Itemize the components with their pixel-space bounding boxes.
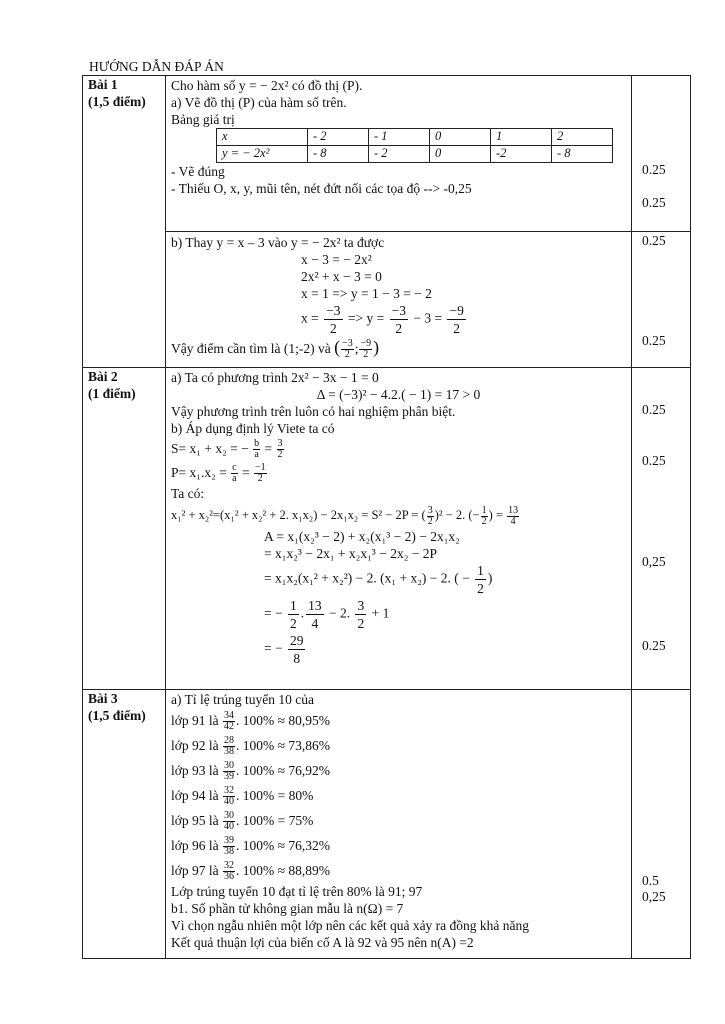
text: . 100% ≈ 88,89% [236,863,331,878]
score: 0.5 [642,873,659,888]
text: P= x₁.x₂ = [171,465,227,480]
score: 0.25 [642,233,666,248]
bai2-score-cell [632,368,691,690]
bai3-tail-line: Lớp trúng tuyển 10 đạt tỉ lệ trên 80% là 91; 97 [171,884,423,899]
fraction [507,506,519,527]
text: lớp 92 là [171,738,219,753]
numerator: 32 [224,785,235,797]
bai3-score-cell [632,690,691,959]
numerator: 3 [277,438,283,450]
denominator: a [254,449,259,461]
denominator: a [232,473,237,485]
text: lớp 97 là [171,863,219,878]
bai2-taco: Ta có: [171,486,205,501]
text: x = [301,310,319,326]
denominator: 40 [224,821,235,833]
bai3-intro: a) Tỉ lệ trúng tuyển 10 của [171,692,314,707]
text: ) = [488,508,503,522]
text: . 100% ≈ 73,86% [236,738,331,753]
numerator: −1 [254,462,266,474]
bai2-A-line: = x₁x₂³ − 2x₁ + x₂x₁³ − 2x₂ − 2P [264,546,438,561]
bai3-row [83,690,691,959]
answer-table [82,75,691,959]
denominator: 8 [293,651,301,666]
bai1-label-cell [83,76,166,368]
denominator: 39 [224,771,235,783]
text: . [300,605,305,621]
bai1-a-line: Cho hàm số y = − 2x² có đồ thị (P). [171,78,363,93]
text: )² − 2. (− [434,508,480,522]
class-rate-row [171,858,626,883]
bai1-label: Bài 1 [88,77,118,92]
text: . 100% = 75% [236,813,314,828]
bai1-a-note: - Vẽ đúng [171,164,225,179]
bai2-points: (1 điểm) [88,386,136,401]
bai3-tail-line: Kết quả thuận lợi của biến cố A là 92 và 95 nên n(A) =2 [171,935,474,950]
bai2-label-cell [83,368,166,690]
denominator: 4 [510,515,516,527]
score: 0.25 [642,638,666,653]
bai2-row [83,368,691,690]
value-table-row-y [217,146,613,163]
numerator: −9 [360,338,372,350]
value-table [216,128,613,163]
denominator: 2 [289,616,297,631]
denominator: 2 [453,321,461,336]
class-rate-row [171,783,626,808]
text: = x₁x₂(x₁² + x₂²) − 2. (x₁ + x₂) − 2. ( − [264,570,470,586]
value-cell: y = − 2x² [217,146,308,163]
numerator: 3 [427,504,433,516]
fraction [390,302,408,337]
value-cell: 2 [552,129,613,146]
text: . 100% ≈ 76,32% [236,838,331,853]
numerator: 1 [289,598,297,613]
denominator: 4 [311,616,319,631]
bai2-A-line-3 [171,562,626,597]
class-rate-row [171,708,626,733]
denominator: 40 [224,796,235,808]
numerator: 1 [481,504,487,516]
bai1-row-a [83,76,691,232]
numerator: −3 [326,303,341,318]
numerator: b [254,438,260,450]
numerator: 28 [224,735,235,747]
class-rate-row [171,808,626,833]
value-cell: - 1 [369,129,430,146]
denominator: 2 [257,473,263,485]
bai2-sum [171,437,626,461]
fraction [355,597,366,632]
class-rate-row [171,758,626,783]
denominator: 2 [395,321,403,336]
denominator: 2 [277,449,283,461]
fraction [253,439,260,460]
fraction [223,836,235,857]
value-table-row-x [217,129,613,146]
text: = [264,441,273,456]
score: 0.25 [642,402,666,417]
fraction [475,562,486,597]
fraction [447,302,465,337]
text: = − [264,640,283,656]
bai1-b-step: 2x² + x − 3 = 0 [301,269,382,284]
value-cell: 1 [491,129,552,146]
bai2-label: Bài 2 [88,369,118,384]
bai1-b-content [166,232,632,368]
denominator: 38 [224,846,235,858]
text: . 100% ≈ 76,92% [236,763,331,778]
value-cell: - 2 [369,146,430,163]
bai2-product [171,461,626,485]
bai1-b-intro: b) Thay y = x – 3 vào y = − 2x² ta được [171,235,385,250]
bai2-line: b) Áp dụng định lý Viete ta có [171,421,335,436]
fraction [324,302,342,337]
bai3-label: Bài 3 [88,691,118,706]
value-cell: - 2 [308,129,369,146]
value-cell: -2 [491,146,552,163]
fraction [481,506,488,527]
denominator: 2 [329,321,337,336]
fraction [288,597,299,632]
text: S= x₁ + x₂ = − [171,441,249,456]
text: . 100% = 80% [236,788,314,803]
bai1-row-b [83,232,691,368]
numerator: 30 [224,810,235,822]
numerator: 34 [224,710,235,722]
fraction [223,811,235,832]
denominator: 2 [481,515,487,527]
bai2-A-line: A = x₁(x₂³ − 2) + x₂(x₁³ − 2) − 2x₁x₂ [264,529,460,544]
numerator: 3 [357,598,365,613]
text: ) [487,570,493,586]
numerator: −3 [391,303,406,318]
text: − 2. [328,605,351,621]
text: lớp 95 là [171,813,219,828]
bai1-b-step-4 [171,302,626,337]
fraction [223,761,235,782]
score: 0.25 [642,195,666,210]
fraction [223,736,235,757]
fraction [288,632,306,667]
fraction [277,439,284,460]
bai1-b-step: x − 3 = − 2x² [301,252,372,267]
bai2-line: Vậy phương trình trên luôn có hai nghiệm phân biệt. [171,404,456,419]
bai3-label-cell [83,690,166,959]
value-cell: x [217,129,308,146]
numerator: 13 [308,598,322,613]
denominator: 2 [363,349,369,361]
bai2-line: Δ = (−3)² − 4.2.( − 1) = 17 > 0 [316,387,481,402]
bai2-content [166,368,632,690]
text: => y = [347,310,385,326]
page-title: HƯỚNG DẪN ĐÁP ÁN [89,59,224,74]
score: 0.25 [642,162,666,177]
numerator: 32 [224,860,235,872]
denominator: 2 [477,581,484,596]
numerator: −9 [449,303,464,318]
bai1-points: (1,5 điểm) [88,94,146,109]
fraction [223,711,235,732]
numerator: c [232,462,237,474]
text: Vậy điểm cần tìm là (1;-2) và [171,341,331,356]
bai2-identity [171,502,626,528]
fraction [231,463,237,484]
score: 0,25 [642,889,666,904]
fraction [427,506,434,527]
bai2-A-line-5 [171,632,626,667]
denominator: 38 [224,746,235,758]
bai3-points: (1,5 điểm) [88,708,146,723]
numerator: 39 [224,835,235,847]
text: . 100% ≈ 80,95% [236,713,331,728]
bai1-b-score-cell [632,232,691,368]
class-rate-row [171,733,626,758]
fraction [341,339,354,360]
bai1-a-line: a) Vẽ đồ thị (P) của hàm số trên. [171,95,347,110]
text: lớp 94 là [171,788,219,803]
class-rate-list [171,708,626,883]
text: lớp 91 là [171,713,219,728]
text: + 1 [371,605,390,621]
denominator: 2 [344,349,350,361]
score: 0.25 [642,333,666,348]
score: 0.25 [642,453,666,468]
bai3-tail-line: Vì chọn ngẫu nhiên một lớp nên các kết quả xảy ra đồng khả năng [171,918,530,933]
bai1-a-line: Bảng giá trị [171,112,235,127]
numerator: −3 [342,338,353,350]
text: − 3 = [413,310,443,326]
numerator: 29 [289,633,304,648]
numerator: 1 [477,563,484,578]
value-cell: 0 [430,146,491,163]
value-cell: 0 [430,129,491,146]
denominator: 42 [224,721,235,733]
numerator: 30 [224,760,235,772]
bai1-b-step: x = 1 => y = 1 − 3 = − 2 [301,286,432,301]
fraction [359,339,372,360]
bai1-a-score-cell [632,76,691,232]
fraction [223,786,235,807]
bai3-tail-line: b1. Số phần tử không gian mẫu là n(Ω) = 7 [171,901,404,916]
bai3-content [166,690,632,959]
denominator: 36 [224,871,235,883]
numerator: 13 [508,504,519,516]
text: = [241,465,250,480]
fraction [254,463,267,484]
value-cell: - 8 [308,146,369,163]
text: = − [264,605,283,621]
bai1-a-note: - Thiếu O, x, y, mũi tên, nét đứt nối các tọa độ --> -0,25 [171,181,472,196]
fraction [306,597,324,632]
text: x₁² + x₂²=(x₁² + x₂² + 2. x₁x₂) − 2x₁x₂ = S² − 2P = ( [171,508,426,522]
bai1-a-content [166,76,632,232]
denominator: 2 [357,616,365,631]
bai1-b-conclusion: Vậy điểm cần tìm là (1;-2) và ( $\frac{-3}{2}$ ; $\frac{-9}{2}$ ) [171,337,380,361]
value-cell: - 8 [552,146,613,163]
class-rate-row [171,833,626,858]
bai2-A-line-4 [171,597,626,632]
bai2-line: a) Ta có phương trình 2x² − 3x − 1 = 0 [171,370,379,385]
score: 0,25 [642,554,666,569]
text: lớp 93 là [171,763,219,778]
text: lớp 96 là [171,838,219,853]
fraction [223,861,235,882]
denominator: 2 [427,515,433,527]
